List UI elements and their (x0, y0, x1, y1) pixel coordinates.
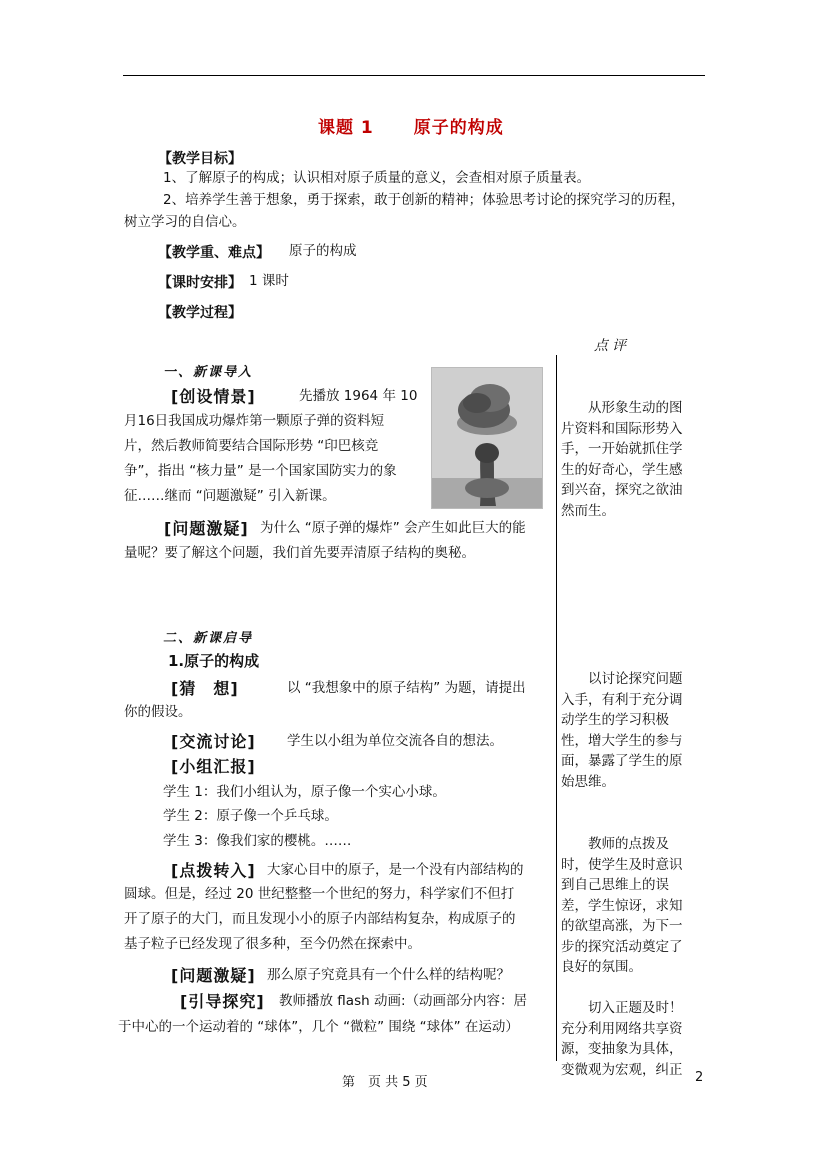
guess-tag: [猜 想] (171, 679, 239, 698)
mushroom-cloud-photo (431, 367, 543, 509)
review-note: 从形象生动的图片资料和国际形势入手，一开始就抓住学生的好奇心，学生感到兴奋，探究之欲油然而生。 (561, 400, 683, 519)
scenario-line: 争”，指出 “核力量” 是一个国家国防实力的象 (124, 463, 397, 479)
schedule-text: 1 课时 (249, 273, 289, 289)
scenario-tag: [创设情景] (171, 387, 256, 406)
question-line: 量呢？要了解这个问题，我们首先要弄清原子结构的奥秘。 (124, 545, 475, 561)
review-note: 以讨论探究问题入手，有利于充分调动学生的学习积极性，增大学生的参与面，暴露了学生的原始思维。 (561, 671, 683, 790)
page-title: 课题 1 原子的构成 (318, 118, 504, 138)
discuss-tag: [交流讨论] (171, 732, 256, 751)
schedule-heading: 【课时安排】 (158, 275, 242, 291)
guess-line: 你的假设。 (124, 704, 192, 720)
key-points-heading: 【教学重、难点】 (158, 245, 270, 261)
scenario-line: 先播放 1964 年 10 (299, 388, 418, 404)
section-2-heading: 二、新课启导 (163, 631, 254, 646)
objectives-heading: 【教学目标】 (158, 151, 242, 167)
question2-text: 那么原子究竟具有一个什么样的结构呢？ (267, 967, 510, 983)
turn-line: 开了原子的大门，而且发现小小的原子内部结构复杂，构成原子的 (124, 911, 516, 927)
objective-line: 1、了解原子的构成；认识相对原子质量的意义，会查相对原子质量表。 (163, 170, 591, 186)
guess-line: 以 “我想象中的原子结构” 为题，请提出 (287, 680, 526, 696)
page-number: 2 (695, 1070, 704, 1085)
key-points-text: 原子的构成 (289, 243, 357, 259)
objective-line: 2、培养学生善于想象，勇于探索，敢于创新的精神；体验思考讨论的探究学习的历程， (163, 192, 685, 208)
process-heading: 【教学过程】 (158, 305, 242, 321)
question-line: 为什么 “原子弹的爆炸” 会产生如此巨大的能 (260, 520, 526, 536)
question2-tag: [问题激疑] (171, 966, 256, 985)
turn-line: 大家心目中的原子，是一个没有内部结构的 (267, 862, 524, 878)
scenario-line: 片，然后教师简要结合国际形势 “印巴核竞 (124, 438, 379, 454)
question-tag: [问题激疑] (164, 519, 249, 538)
explore-tag: [引导探究] (180, 992, 265, 1011)
column-divider (556, 355, 557, 1061)
scenario-line: 征……继而 “问题激疑” 引入新课。 (124, 488, 336, 504)
discuss-text: 学生以小组为单位交流各自的想法。 (287, 733, 503, 749)
page-footer: 第 页 共 5 页 (342, 1075, 428, 1090)
review-note: 教师的点拨及时，使学生及时意识到自己思维上的误差，学生惊讶，求知的欲望高涨，为下一步的探究活动奠定了良好的氛围。 (561, 836, 683, 975)
review-column-heading: 点评 (594, 338, 630, 354)
review-note: 切入正题及时！充分利用网络共享资源，变抽象为具体，变微观为宏观，纠正 (561, 1000, 683, 1078)
explore-line: 教师播放 flash 动画:（动画部分内容：居 (279, 993, 527, 1009)
objective-line: 树立学习的自信心。 (124, 214, 246, 230)
header-rule (123, 75, 705, 76)
student-line: 学生 1：我们小组认为，原子像一个实心小球。 (163, 784, 446, 800)
scenario-line: 月16日我国成功爆炸第一颗原子弹的资料短 (124, 413, 385, 429)
turn-line: 圆球。但是，经过 20 世纪整整一个世纪的努力，科学家们不但打 (124, 886, 515, 902)
turn-tag: [点拨转入] (171, 861, 256, 880)
student-line: 学生 3：像我们家的樱桃。…… (163, 833, 352, 849)
subsection-heading: 1.原子的构成 (168, 652, 260, 670)
student-line: 学生 2：原子像一个乒乓球。 (163, 808, 338, 824)
section-1-heading: 一、新课导入 (163, 365, 254, 380)
report-tag: [小组汇报] (171, 757, 256, 776)
explore-line: 于中心的一个运动着的 “球体”，几个 “微粒” 围绕 “球体” 在运动） (118, 1019, 519, 1035)
turn-line: 基子粒子已经发现了很多种，至今仍然在探索中。 (124, 936, 421, 952)
